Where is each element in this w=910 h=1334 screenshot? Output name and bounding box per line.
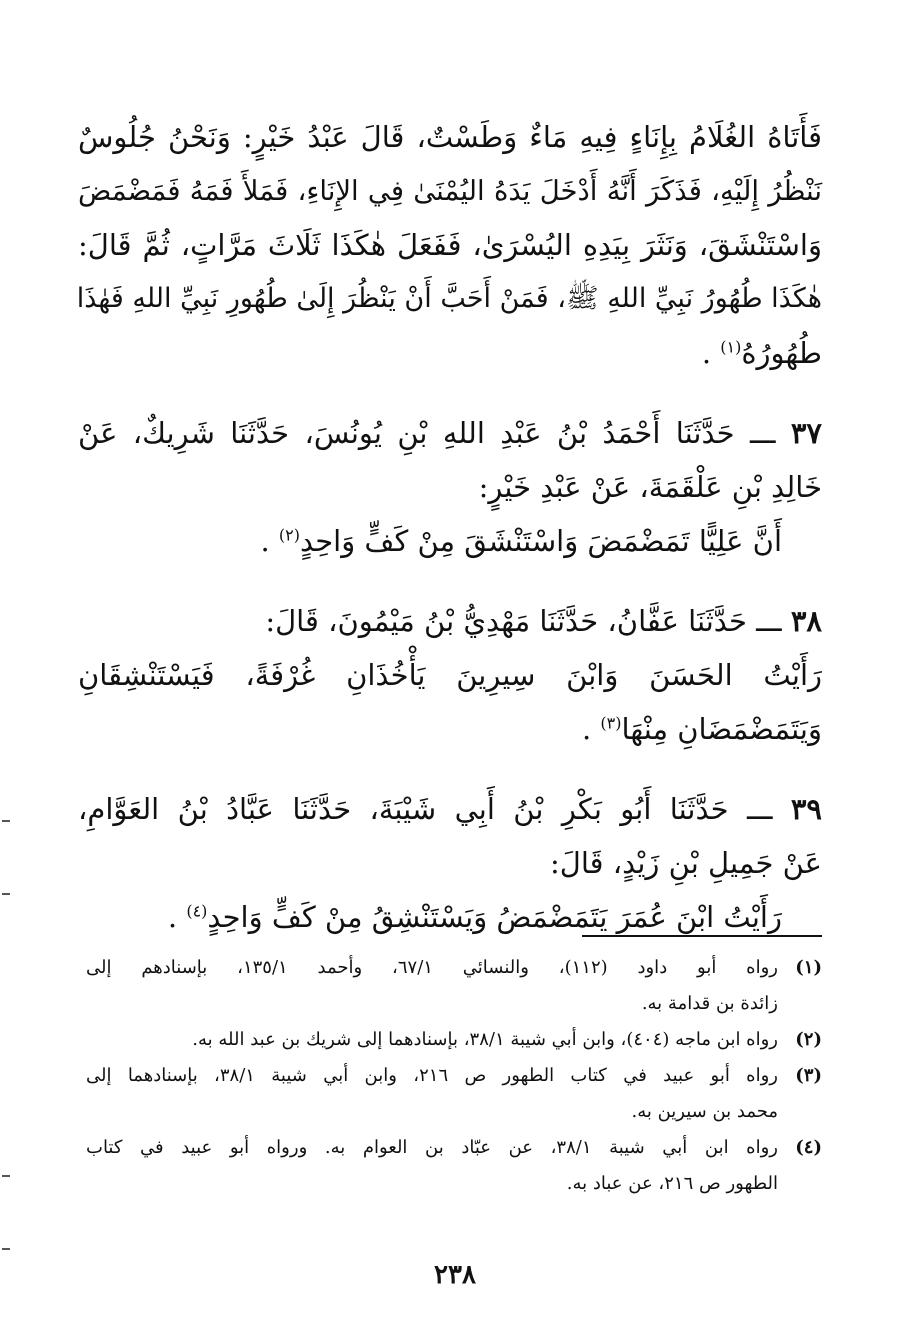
footnote-line: محمد بن سيرين به.: [631, 1101, 778, 1122]
text-fragment: وَيَتَمَضْمَضَانِ مِنْهَا: [621, 712, 822, 746]
footnote-mark: (٤): [795, 1137, 822, 1158]
matn-line: [78, 514, 822, 568]
footnote: [86, 950, 822, 1022]
text-fragment: أَنَّ عَلِيًّا تَمَضْمَضَ وَاسْتَنْشَقَ مِنْ كَفٍّ وَاحِدٍ: [300, 524, 782, 558]
scan-margin-mark: [2, 1248, 10, 1250]
text-line: هٰكَذَا طُهُورُ نَبِيِّ اللهِ ﷺ، فَمَنْ أَحَبَّ أَنْ يَنْظُرَ إِلَىٰ طُهُورِ نَبِيِّ اللهِ فَهٰذَا: [76, 283, 822, 314]
hadith-number: ٣٨: [790, 604, 822, 638]
scan-margin-mark: [2, 820, 10, 822]
hadith-number: ٣٩: [790, 792, 823, 826]
footnote-line: الطهور ص ٢١٦، عن عباد به.: [566, 1173, 778, 1194]
full-stop: .: [581, 712, 592, 746]
matn-line: [78, 702, 822, 756]
text-line: نَنْظُرُ إِلَيْهِ، فَذَكَرَ أَنَّهُ أَدْخَلَ يَدَهُ اليُمْنَىٰ فِي الإِنَاءِ، فَمَلأَ فَمَهُ فَمَضْمَضَ: [78, 175, 822, 207]
footnote: [86, 1022, 822, 1058]
page-number: ٢٣٨: [434, 1260, 476, 1290]
text-line: [78, 326, 822, 380]
text-line: [78, 594, 822, 648]
text-fragment: طُهُورُهُ: [741, 336, 822, 370]
footnotes: [86, 950, 822, 1202]
text-fragment: ـــ حَدَّثَنَا أَحْمَدُ بْنُ عَبْدِ اللهِ بْنِ يُونُسَ، حَدَّثَنَا شَرِيكٌ، عَنْ: [78, 416, 776, 450]
footnote-ref: (٢): [278, 525, 300, 545]
scan-margin-mark: [2, 893, 10, 895]
footnote-line: رواه ابن ماجه (٤٠٤)، وابن أبي شيبة ٣٨/١، بإسنادهما إلى شريك بن عبد الله به.: [192, 1029, 778, 1050]
footnote: [86, 1058, 822, 1130]
text-fragment: رَأَيْتُ ابْنَ عُمَرَ يَتَمَضْمَضُ وَيَسْتَنْشِقُ مِنْ كَفٍّ وَاحِدٍ: [207, 900, 782, 934]
hadith-37: [78, 406, 822, 568]
footnote-mark: (٣): [795, 1065, 822, 1086]
footnote-ref: (٤): [186, 901, 208, 921]
text-line: خَالِدِ بْنِ عَلْقَمَةَ، عَنْ عَبْدِ خَيْرٍ:: [478, 470, 822, 504]
full-stop: .: [701, 336, 712, 370]
full-stop: .: [260, 524, 270, 558]
footnote-mark: (١): [795, 957, 822, 978]
footnote-line: رواه ابن أبي شيبة ٣٨/١، عن عبّاد بن العوام به. ورواه أبو عبيد في كتاب: [86, 1137, 778, 1158]
paragraph-continuation: [78, 110, 822, 380]
footnote-line: رواه أبو عبيد في كتاب الطهور ص ٢١٦، وابن أبي شيبة ٣٨/١، بإسنادهما إلى: [86, 1065, 778, 1086]
footnote-ref: (٣): [600, 713, 622, 733]
text-line: [78, 406, 822, 460]
scan-margin-mark: [2, 1175, 10, 1177]
text-line: [78, 782, 822, 836]
footnote-ref: (١): [720, 337, 742, 357]
hadith-number: ٣٧: [790, 416, 822, 450]
footnote-line: رواه أبو داود (١١٢)، والنسائي ٦٧/١، وأحمد ١٣٥/١، بإسنادهم إلى: [86, 957, 778, 978]
footnote-line: زائدة بن قدامة به.: [641, 993, 778, 1014]
full-stop: .: [167, 900, 178, 934]
text-line: عَنْ جَمِيلِ بْنِ زَيْدٍ، قَالَ:: [549, 846, 822, 880]
text-fragment: ـــ حَدَّثَنَا أَبُو بَكْرِ بْنُ أَبِي شَيْبَةَ، حَدَّثَنَا عَبَّادُ بْنُ العَوَّامِ،: [78, 792, 773, 826]
hadith-38: [78, 594, 822, 756]
matn-line: رَأَيْتُ الحَسَنَ وَابْنَ سِيرِينَ يَأْخُذَانِ غُرْفَةً، فَيَسْتَنْشِقَانِ: [78, 658, 822, 692]
text-line: وَاسْتَنْشَقَ، وَنَثَرَ بِيَدِهِ اليُسْرَىٰ، فَفَعَلَ هٰكَذَا ثَلَاثَ مَرَّاتٍ، ثُمَّ قَالَ:: [78, 228, 822, 262]
text-fragment: ـــ حَدَّثَنَا عَفَّانُ، حَدَّثَنَا مَهْدِيُّ بْنُ مَيْمُونَ، قَالَ:: [265, 604, 782, 638]
footnote-mark: (٢): [795, 1029, 822, 1050]
text-line: فَأَتَاهُ الغُلَامُ بِإِنَاءٍ فِيهِ مَاءٌ وَطَسْتٌ، قَالَ عَبْدُ خَيْرٍ: وَنَحْنُ جُلُوسٌ: [78, 120, 822, 154]
hadith-39: [78, 782, 822, 944]
footnote: [86, 1130, 822, 1202]
main-text: [78, 110, 822, 944]
footnote-separator: [582, 935, 822, 937]
